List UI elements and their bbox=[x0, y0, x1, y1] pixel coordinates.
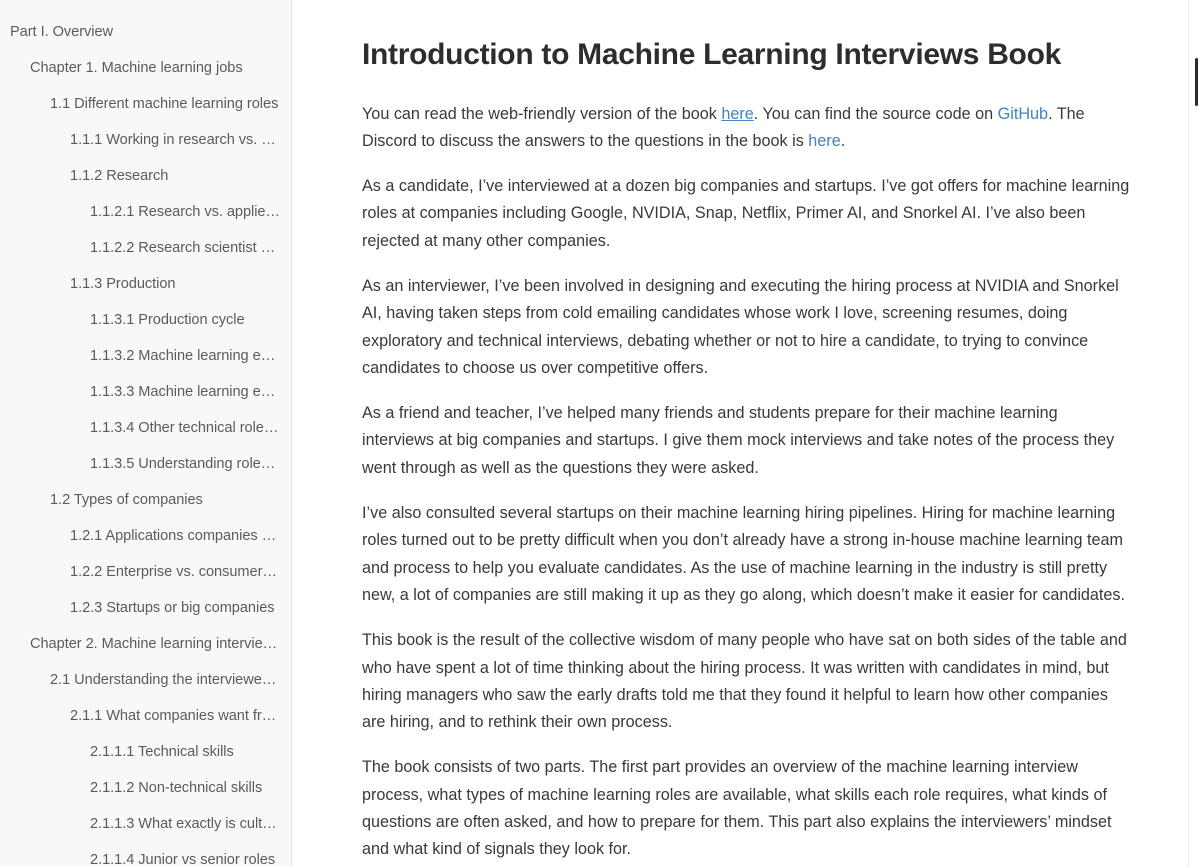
toc-list-item bbox=[0, 518, 291, 554]
toc-list-item bbox=[0, 698, 291, 734]
toc-list-item bbox=[0, 194, 291, 230]
toc-link-14[interactable]: 1.2.1 Applications companies … bbox=[70, 528, 277, 544]
p-two-parts bbox=[362, 754, 1132, 863]
p-consulted bbox=[362, 500, 1132, 609]
toc-link-16[interactable]: 1.2.3 Startups or big companies bbox=[70, 600, 275, 616]
toc-list-item bbox=[0, 482, 291, 518]
text-run: As an interviewer, I’ve been involved in designing and executing the hiring process at NVIDIA and Snorkel AI, having taken steps from cold emailing candidates whose work I love, screening resumes, doing exploratory and technical interviews, debating whether or not to hire a candidate, to trying to convince candidates to choose us over competitive offers. bbox=[362, 276, 1119, 377]
toc-link-8[interactable]: 1.1.3.1 Production cycle bbox=[90, 312, 245, 328]
toc-list-item bbox=[0, 122, 291, 158]
toc-list-item bbox=[0, 662, 291, 698]
toc-link-12[interactable]: 1.1.3.5 Understanding role… bbox=[90, 456, 276, 472]
text-run: I’ve also consulted several startups on their machine learning hiring pipelines. Hiring for machine learning roles turned out to be pretty difficult when you don’t already have a strong in-house machine learning team and process to help you evaluate candidates. As the use of machine learning in the industry is still pretty new, a lot of companies are still making it up as they go along, which doesn’t make it easier for candidates. bbox=[362, 504, 1126, 604]
toc-link-9[interactable]: 1.1.3.2 Machine learning e… bbox=[90, 348, 276, 364]
text-run: The book consists of two parts. The first part provides an overview of the machine learning interview process, what types of machine learning roles are available, what skills each role requires, what kinds of questions are often asked, and how to prepare for them. This part also explains the interviewers’ mindset and what kind of signals they look for. bbox=[362, 758, 1112, 859]
text-run: You can read the web-friendly version of the book bbox=[362, 104, 722, 123]
toc-list-item bbox=[0, 734, 291, 770]
toc-link-3[interactable]: 1.1.1 Working in research vs. … bbox=[70, 132, 276, 148]
toc-list bbox=[0, 14, 291, 866]
toc-list-item bbox=[0, 806, 291, 842]
toc-link-13[interactable]: 1.2 Types of companies bbox=[50, 492, 203, 508]
article-body bbox=[362, 101, 1132, 864]
toc-list-item bbox=[0, 770, 291, 806]
text-run: . You can find the source code on bbox=[753, 104, 998, 123]
toc-link-1[interactable]: Chapter 1. Machine learning jobs bbox=[30, 60, 243, 76]
toc-list-item bbox=[0, 50, 291, 86]
toc-link-22[interactable]: 2.1.1.3 What exactly is cult… bbox=[90, 816, 277, 832]
github-link[interactable]: GitHub bbox=[997, 104, 1049, 123]
text-run: . bbox=[840, 131, 846, 150]
toc-link-11[interactable]: 1.1.3.4 Other technical role… bbox=[90, 420, 279, 436]
vertical-scrollbar-thumb[interactable] bbox=[1195, 58, 1198, 106]
toc-link-4[interactable]: 1.1.2 Research bbox=[70, 168, 169, 184]
toc-list-item bbox=[0, 374, 291, 410]
web-friendly-version-link[interactable]: here bbox=[721, 104, 754, 123]
toc-link-5[interactable]: 1.1.2.1 Research vs. applie… bbox=[90, 204, 281, 220]
toc-list-item bbox=[0, 266, 291, 302]
text-run: As a friend and teacher, I’ve helped many friends and students prepare for their machine learning interviews at big companies and startups. I give them mock interviews and take notes of the process they went through as well as the questions they were asked. bbox=[362, 404, 1115, 477]
main-content bbox=[292, 0, 1202, 864]
toc-list-item bbox=[0, 230, 291, 266]
toc-link-7[interactable]: 1.1.3 Production bbox=[70, 276, 176, 292]
toc-link-21[interactable]: 2.1.1.2 Non-technical skills bbox=[90, 780, 263, 796]
p-collective-wisdom bbox=[362, 627, 1132, 736]
toc-link-6[interactable]: 1.1.2.2 Research scientist … bbox=[90, 240, 276, 256]
table-of-contents-sidebar[interactable] bbox=[0, 0, 292, 866]
toc-link-23[interactable]: 2.1.1.4 Junior vs senior roles bbox=[90, 852, 276, 866]
toc-list-item bbox=[0, 842, 291, 866]
toc-link-17[interactable]: Chapter 2. Machine learning intervie… bbox=[30, 636, 278, 652]
p-candidate bbox=[362, 173, 1132, 255]
text-run: This book is the result of the collective wisdom of many people who have sat on both sides of the table and who have spent a lot of time thinking about the hiring process. It was written with candidates in mind, but hiring managers who saw the early drafts told me that they found it helpful to learn how other companies are hiring, and to rethink their own process. bbox=[362, 631, 1127, 732]
main-content-scroll-area[interactable] bbox=[292, 0, 1202, 866]
toc-list-item bbox=[0, 626, 291, 662]
toc-list-item bbox=[0, 86, 291, 122]
toc-list-item bbox=[0, 338, 291, 374]
toc-link-10[interactable]: 1.1.3.3 Machine learning e… bbox=[90, 384, 276, 400]
toc-list-item bbox=[0, 410, 291, 446]
toc-link-15[interactable]: 1.2.2 Enterprise vs. consumer… bbox=[70, 564, 277, 580]
page-title: Introduction to Machine Learning Interviews Book bbox=[362, 38, 1061, 71]
toc-list-item bbox=[0, 302, 291, 338]
toc-link-19[interactable]: 2.1.1 What companies want fr… bbox=[70, 708, 277, 724]
text-run: . The Discord to discuss the answers to the questions in the book is bbox=[362, 104, 1085, 150]
toc-link-0[interactable]: Part I. Overview bbox=[10, 24, 114, 40]
toc-link-2[interactable]: 1.1 Different machine learning roles bbox=[50, 96, 279, 112]
toc-list-item bbox=[0, 158, 291, 194]
discord-link[interactable]: here bbox=[808, 131, 841, 150]
text-run: As a candidate, I’ve interviewed at a dozen big companies and startups. I’ve got offers for machine learning roles at companies including Google, NVIDIA, Snap, Netflix, Primer AI, and Snorkel AI. I’ve also been rejected at many other companies. bbox=[362, 177, 1130, 250]
toc-list-item bbox=[0, 554, 291, 590]
p-interviewer bbox=[362, 273, 1132, 382]
toc-link-18[interactable]: 2.1 Understanding the interviewe… bbox=[50, 672, 277, 688]
vertical-scrollbar-track[interactable] bbox=[1188, 0, 1202, 866]
toc-list-item bbox=[0, 14, 291, 50]
toc-list-item bbox=[0, 446, 291, 482]
p-friend-teacher bbox=[362, 400, 1132, 482]
toc-list-item bbox=[0, 590, 291, 626]
toc-link-20[interactable]: 2.1.1.1 Technical skills bbox=[90, 744, 234, 760]
p-intro-links bbox=[362, 101, 1132, 156]
